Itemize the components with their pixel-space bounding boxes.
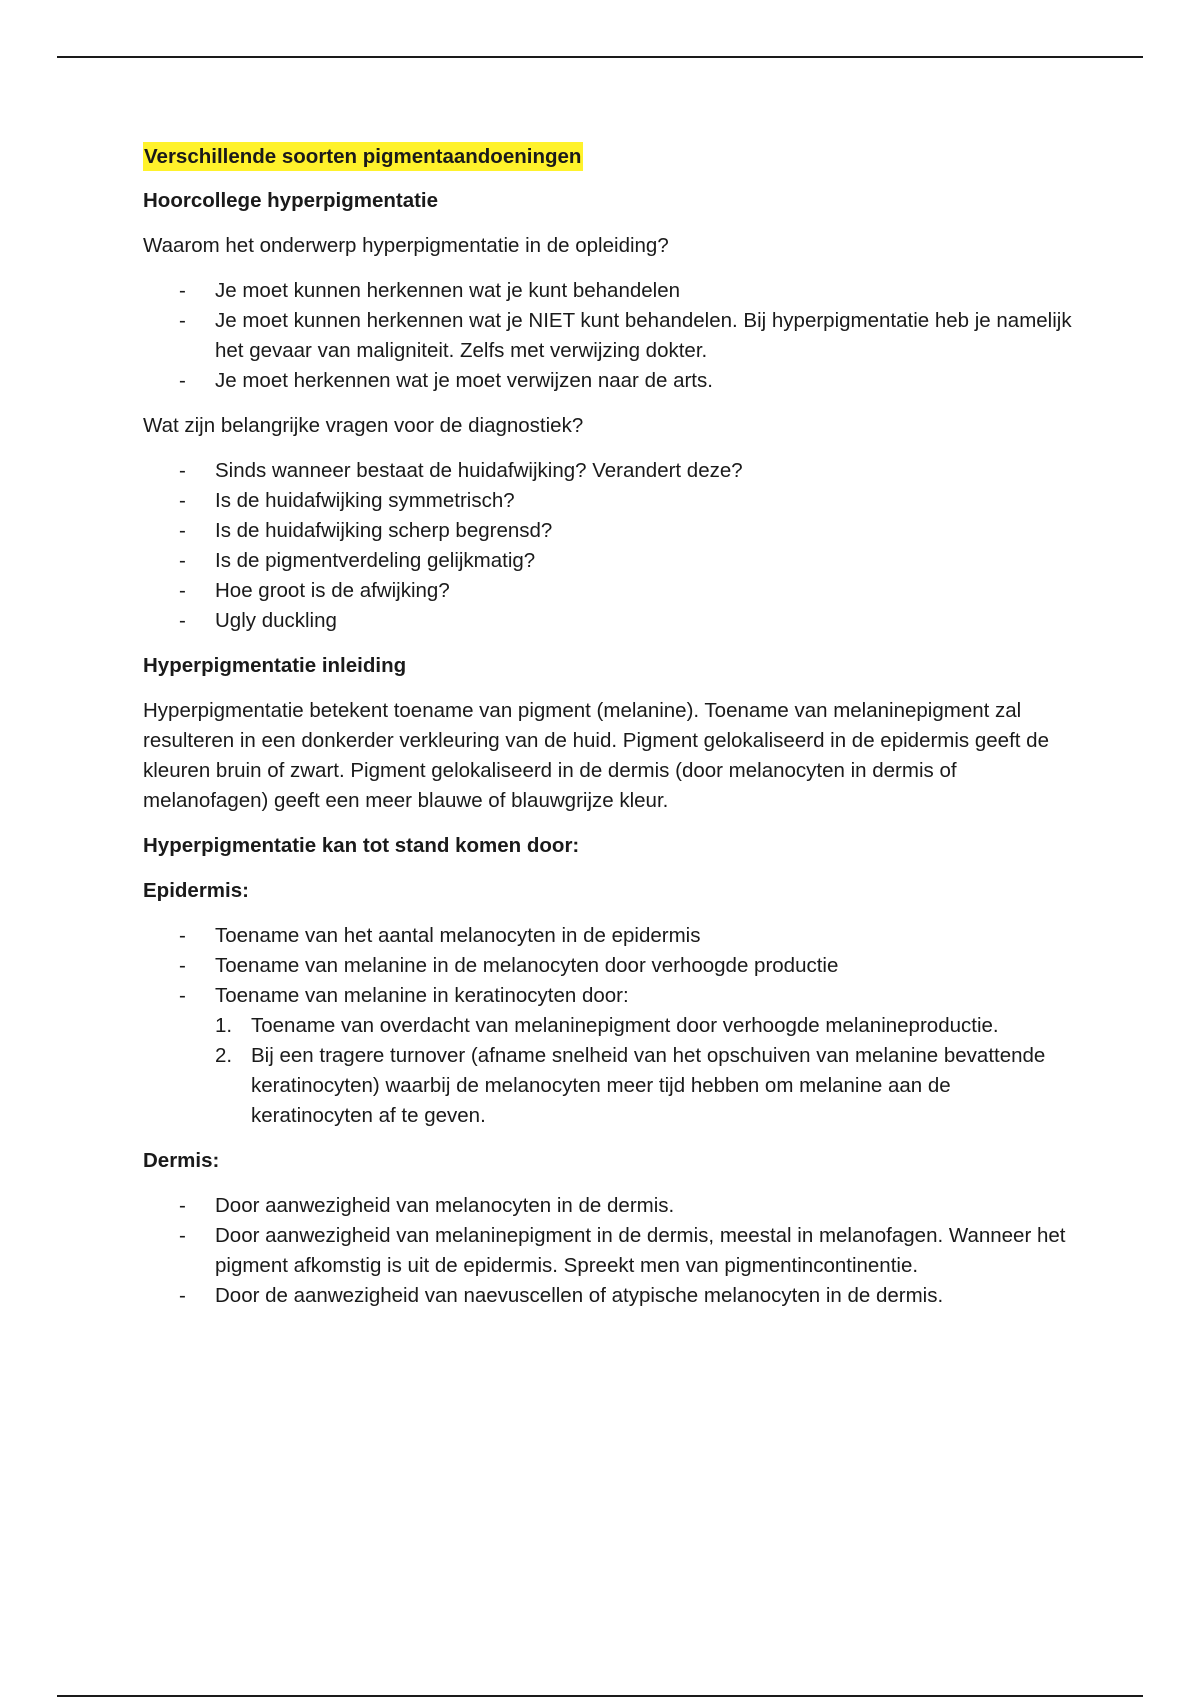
why-topic-list: [143, 276, 1073, 396]
footer-rule: [57, 1695, 1143, 1697]
document-body: [143, 142, 1073, 1326]
list-item: - Je moet herkennen wat je moet verwijzen naar de arts.: [143, 366, 1073, 396]
list-item: - Je moet kunnen herkennen wat je NIET kunt behandelen. Bij hyperpigmentatie heb je namelijk het gevaar van maligniteit. Zelfs met verwijzing dokter.: [143, 306, 1073, 366]
numbered-item: [215, 1011, 1073, 1041]
number-marker: 1.: [215, 1014, 233, 1037]
intro-heading: Hyperpigmentatie inleiding: [143, 654, 407, 677]
epidermis-heading: Epidermis:: [143, 879, 249, 902]
question-diagnostics: Wat zijn belangrijke vragen voor de diagnostiek?: [143, 414, 584, 437]
list-item: - Is de pigmentverdeling gelijkmatig?: [143, 546, 1073, 576]
causes-heading: Hyperpigmentatie kan tot stand komen door:: [143, 834, 580, 857]
list-item: - Door de aanwezigheid van naevuscellen of atypische melanocyten in de dermis.: [143, 1281, 1073, 1311]
list-item: - Je moet kunnen herkennen wat je kunt behandelen: [143, 276, 1073, 306]
numbered-item-text: Toename van overdacht van melaninepigment door verhoogde melanineproductie.: [251, 1014, 999, 1037]
intro-paragraph: Hyperpigmentatie betekent toename van pigment (melanine). Toename van melaninepigment zal resulteren in een donkerder verkleuring van de huid. Pigment gelokaliseerd in de epidermis geeft de kleuren bruin of zwart. Pigment gelokaliseerd in de dermis (door melanocyten in dermis of melanofagen) geeft een meer blauwe of blauwgrijze kleur.: [143, 699, 1049, 812]
lecture-heading: Hoorcollege hyperpigmentatie: [143, 189, 439, 212]
diagnostics-list: [143, 456, 1073, 636]
list-item: - Toename van melanine in de melanocyten door verhoogde productie: [143, 951, 1073, 981]
header-rule: [57, 56, 1143, 58]
question-why-topic: Waarom het onderwerp hyperpigmentatie in de opleiding?: [143, 234, 669, 257]
list-item: - Is de huidafwijking scherp begrensd?: [143, 516, 1073, 546]
numbered-item: [215, 1041, 1073, 1131]
dermis-list: [143, 1191, 1073, 1311]
epidermis-list: [143, 921, 1073, 1131]
title-wrapper: [143, 142, 1073, 186]
numbered-item-text: Bij een tragere turnover (afname snelheid van het opschuiven van melanine bevattende keratinocyten) waarbij de melanocyten meer tijd hebben om melanine aan de keratinocyten af te geven.: [251, 1044, 1046, 1127]
keratinocyte-sublist: [215, 1011, 1073, 1131]
dermis-heading: Dermis:: [143, 1149, 220, 1172]
list-item: - Door aanwezigheid van melanocyten in de dermis.: [143, 1191, 1073, 1221]
list-item: - Ugly duckling: [143, 606, 1073, 636]
list-item: - Sinds wanneer bestaat de huidafwijking? Verandert deze?: [143, 456, 1073, 486]
list-item: - Is de huidafwijking symmetrisch?: [143, 486, 1073, 516]
list-item: [143, 981, 1073, 1131]
list-item-text: Toename van melanine in keratinocyten door:: [215, 984, 629, 1007]
number-marker: 2.: [215, 1044, 233, 1067]
list-item: - Toename van het aantal melanocyten in de epidermis: [143, 921, 1073, 951]
document-title-highlighted: Verschillende soorten pigmentaandoeningen: [143, 142, 583, 171]
list-item: - Hoe groot is de afwijking?: [143, 576, 1073, 606]
list-item: - Door aanwezigheid van melaninepigment in de dermis, meestal in melanofagen. Wanneer het pigment afkomstig is uit de epidermis. Spreekt men van pigmentincontinentie.: [143, 1221, 1073, 1281]
